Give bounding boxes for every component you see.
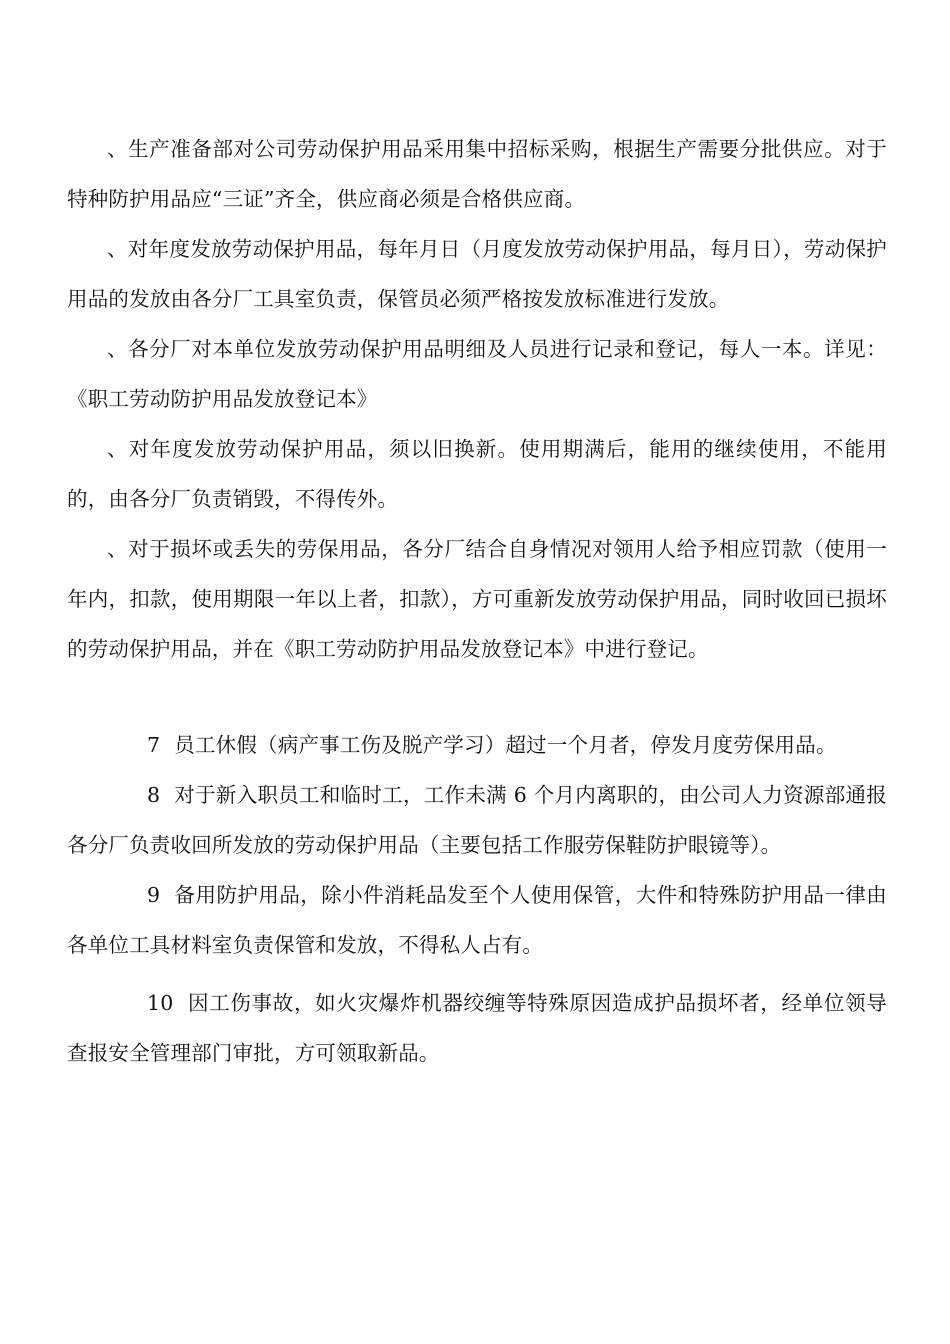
paragraph-item-8 (67, 770, 887, 870)
paragraph-number: 7 (147, 733, 161, 757)
paragraph-replace-old (67, 424, 887, 524)
paragraph-item-7 (67, 720, 887, 770)
paragraph-text: 、对于损坏或丢失的劳保用品，各分厂结合自身情况对领用人给予相应罚款（使用一年内，扣款，使用期限一年以上者，扣款），方可重新发放劳动保护用品，同时收回已损坏的劳动保护用品，并在《职工劳动防护用品发放登记本》中进行登记。 (67, 537, 887, 661)
paragraph-procurement (67, 124, 887, 224)
paragraph-text: 对于新入职员工和临时工，工作未满 6 个月内离职的，由公司人力资源部通报各分厂负责收回所发放的劳动保护用品（主要包括工作服劳保鞋防护眼镜等）。 (67, 783, 887, 857)
paragraph-number: 10 (147, 991, 174, 1015)
paragraph-record-registration (67, 324, 887, 424)
paragraph-text: 员工休假（病产事工伤及脱产学习）超过一个月者，停发月度劳保用品。 (174, 733, 837, 757)
paragraph-text: 、对年度发放劳动保护用品，须以旧换新。使用期满后，能用的继续使用，不能用的，由各分厂负责销毁，不得传外。 (67, 437, 887, 511)
paragraph-text: 、各分厂对本单位发放劳动保护用品明细及人员进行记录和登记，每人一本。详见：《职工劳动防护用品发放登记本》 (67, 337, 887, 411)
paragraph-text: 因工伤事故，如火灾爆炸机器绞缠等特殊原因造成护品损坏者，经单位领导查报安全管理部门审批，方可领取新品。 (67, 991, 887, 1065)
paragraph-text: 备用防护用品，除小件消耗品发至个人使用保管，大件和特殊防护用品一律由各单位工具材料室负责保管和发放，不得私人占有。 (67, 883, 887, 957)
paragraph-text: 、对年度发放劳动保护用品，每年月日（月度发放劳动保护用品，每月日），劳动保护用品的发放由各分厂工具室负责，保管员必须严格按发放标准进行发放。 (67, 237, 887, 311)
paragraph-number: 8 (147, 783, 161, 807)
paragraph-annual-distribution (67, 224, 887, 324)
paragraph-item-9 (67, 870, 887, 970)
paragraph-number: 9 (147, 883, 161, 907)
paragraph-damage-loss (67, 524, 887, 674)
paragraph-text: 、生产准备部对公司劳动保护用品采用集中招标采购，根据生产需要分批供应。对于特种防护用品应“三证”齐全，供应商必须是合格供应商。 (67, 137, 887, 211)
paragraph-item-10 (67, 978, 887, 1078)
